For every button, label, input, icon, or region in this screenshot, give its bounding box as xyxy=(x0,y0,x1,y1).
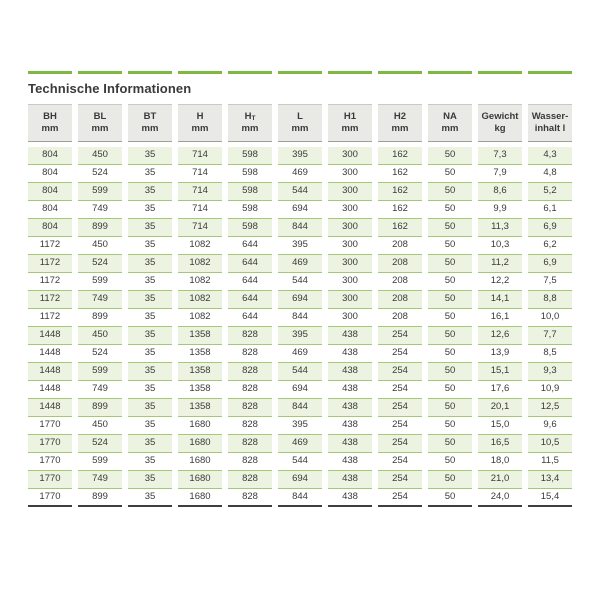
table-cell-h1: 438 xyxy=(328,399,372,417)
accent-segment xyxy=(128,71,172,74)
table-cell-ht: 644 xyxy=(228,255,272,273)
table-cell-l: 544 xyxy=(278,273,322,291)
table-cell-bh: 1448 xyxy=(28,381,72,399)
table-cell-na: 50 xyxy=(428,147,472,165)
table-cell-h1: 438 xyxy=(328,489,372,507)
table-cell-h1: 438 xyxy=(328,381,372,399)
accent-segment xyxy=(478,71,522,74)
header-cell-bt xyxy=(128,104,172,142)
table-cell-bh: 1770 xyxy=(28,471,72,489)
table-cell-h: 714 xyxy=(178,183,222,201)
table-cell-wasser: 7,5 xyxy=(528,273,572,291)
table-cell-ht: 828 xyxy=(228,345,272,363)
table-cell-bl: 450 xyxy=(78,237,122,255)
table-cell-h1: 300 xyxy=(328,165,372,183)
table-cell-wasser: 15,4 xyxy=(528,489,572,507)
header-unit: mm xyxy=(191,123,209,134)
table-cell-h2: 208 xyxy=(378,255,422,273)
table-cell-ht: 828 xyxy=(228,453,272,471)
table-cell-bh: 1172 xyxy=(28,309,72,327)
table-cell-gewicht: 20,1 xyxy=(478,399,522,417)
table-cell-ht: 828 xyxy=(228,471,272,489)
table-cell-wasser: 13,4 xyxy=(528,471,572,489)
table-cell-na: 50 xyxy=(428,273,472,291)
table-cell-bh: 1448 xyxy=(28,363,72,381)
table-title: Technische Informationen xyxy=(28,81,192,96)
table-cell-na: 50 xyxy=(428,255,472,273)
table-cell-bt: 35 xyxy=(128,255,172,273)
table-cell-bh: 1770 xyxy=(28,453,72,471)
table-cell-na: 50 xyxy=(428,291,472,309)
header-unit: mm xyxy=(141,123,159,134)
table-cell-bl: 524 xyxy=(78,255,122,273)
table-cell-l: 844 xyxy=(278,219,322,237)
table-cell-bl: 899 xyxy=(78,399,122,417)
table-cell-h: 1358 xyxy=(178,381,222,399)
table-cell-ht: 598 xyxy=(228,183,272,201)
table-cell-wasser: 9,6 xyxy=(528,417,572,435)
table-cell-ht: 644 xyxy=(228,309,272,327)
table-cell-wasser: 10,0 xyxy=(528,309,572,327)
table-cell-na: 50 xyxy=(428,327,472,345)
table-cell-h1: 300 xyxy=(328,219,372,237)
table-cell-h: 1358 xyxy=(178,363,222,381)
table-cell-gewicht: 17,6 xyxy=(478,381,522,399)
table-cell-bh: 804 xyxy=(28,147,72,165)
table-cell-gewicht: 10,3 xyxy=(478,237,522,255)
table-cell-bl: 524 xyxy=(78,435,122,453)
header-unit: mm xyxy=(341,123,359,134)
table-cell-wasser: 8,5 xyxy=(528,345,572,363)
table-cell-wasser: 7,7 xyxy=(528,327,572,345)
accent-segment xyxy=(178,71,222,74)
table-cell-gewicht: 14,1 xyxy=(478,291,522,309)
table-cell-bt: 35 xyxy=(128,453,172,471)
table-cell-bl: 749 xyxy=(78,381,122,399)
table-cell-na: 50 xyxy=(428,363,472,381)
header-cell-l xyxy=(278,104,322,142)
table-cell-ht: 644 xyxy=(228,291,272,309)
table-cell-bt: 35 xyxy=(128,165,172,183)
table-cell-bl: 899 xyxy=(78,489,122,507)
accent-segment xyxy=(278,71,322,74)
table-cell-h: 1082 xyxy=(178,309,222,327)
table-cell-gewicht: 24,0 xyxy=(478,489,522,507)
table-cell-h: 1082 xyxy=(178,273,222,291)
table-cell-gewicht: 21,0 xyxy=(478,471,522,489)
table-cell-ht: 598 xyxy=(228,201,272,219)
table-cell-wasser: 4,8 xyxy=(528,165,572,183)
table-cell-bl: 599 xyxy=(78,183,122,201)
table-cell-ht: 828 xyxy=(228,399,272,417)
table-cell-l: 469 xyxy=(278,255,322,273)
table-cell-ht: 828 xyxy=(228,381,272,399)
table-cell-wasser: 6,2 xyxy=(528,237,572,255)
table-cell-h1: 438 xyxy=(328,471,372,489)
table-cell-h2: 254 xyxy=(378,471,422,489)
header-cell-bh xyxy=(28,104,72,142)
table-cell-bt: 35 xyxy=(128,471,172,489)
table-cell-l: 844 xyxy=(278,309,322,327)
table-cell-bl: 450 xyxy=(78,147,122,165)
table-cell-bt: 35 xyxy=(128,219,172,237)
header-cell-h1 xyxy=(328,104,372,142)
table-cell-bl: 599 xyxy=(78,363,122,381)
table-cell-bt: 35 xyxy=(128,183,172,201)
table-cell-bh: 1770 xyxy=(28,417,72,435)
table-cell-h: 714 xyxy=(178,219,222,237)
table-cell-h2: 254 xyxy=(378,435,422,453)
table-cell-h2: 208 xyxy=(378,291,422,309)
table-cell-h: 1680 xyxy=(178,471,222,489)
table-cell-bh: 1172 xyxy=(28,273,72,291)
header-cell-na xyxy=(428,104,472,142)
table-cell-l: 395 xyxy=(278,327,322,345)
table-cell-l: 469 xyxy=(278,165,322,183)
table-cell-bh: 1770 xyxy=(28,489,72,507)
table-cell-h: 714 xyxy=(178,201,222,219)
table-cell-gewicht: 11,2 xyxy=(478,255,522,273)
table-cell-bh: 1448 xyxy=(28,345,72,363)
table-cell-h1: 300 xyxy=(328,255,372,273)
table-cell-bh: 1172 xyxy=(28,255,72,273)
table-cell-na: 50 xyxy=(428,381,472,399)
table-cell-h2: 162 xyxy=(378,201,422,219)
table-cell-h2: 208 xyxy=(378,273,422,291)
table-cell-bt: 35 xyxy=(128,327,172,345)
table-cell-gewicht: 9,9 xyxy=(478,201,522,219)
header-unit: mm xyxy=(41,123,59,134)
header-label: Gewicht xyxy=(481,111,519,122)
table-cell-h2: 162 xyxy=(378,165,422,183)
table-cell-bh: 1448 xyxy=(28,399,72,417)
header-label: Wasser- xyxy=(531,111,569,122)
table-cell-h1: 438 xyxy=(328,327,372,345)
table-cell-h1: 300 xyxy=(328,273,372,291)
table-cell-wasser: 4,3 xyxy=(528,147,572,165)
table-cell-na: 50 xyxy=(428,201,472,219)
table-cell-h1: 438 xyxy=(328,363,372,381)
table-cell-bh: 1172 xyxy=(28,237,72,255)
table-cell-bl: 450 xyxy=(78,327,122,345)
table-cell-wasser: 5,2 xyxy=(528,183,572,201)
table-header-row xyxy=(28,104,572,142)
accent-segment xyxy=(378,71,422,74)
table-cell-gewicht: 7,9 xyxy=(478,165,522,183)
table-cell-bl: 524 xyxy=(78,345,122,363)
header-label: BT xyxy=(143,111,157,122)
table-cell-bt: 35 xyxy=(128,345,172,363)
table-cell-gewicht: 8,6 xyxy=(478,183,522,201)
accent-segment xyxy=(428,71,472,74)
header-cell-gewicht xyxy=(478,104,522,142)
table-body xyxy=(28,147,572,507)
table-cell-bl: 599 xyxy=(78,453,122,471)
header-label: BH xyxy=(43,111,57,122)
header-label: L xyxy=(297,111,303,122)
table-cell-na: 50 xyxy=(428,345,472,363)
table-cell-l: 395 xyxy=(278,417,322,435)
table-cell-h2: 254 xyxy=(378,453,422,471)
accent-segment xyxy=(78,71,122,74)
header-cell-wasser xyxy=(528,104,572,142)
table-top-accent-line xyxy=(28,71,572,74)
accent-segment xyxy=(228,71,272,74)
table-cell-h2: 254 xyxy=(378,327,422,345)
table-cell-l: 844 xyxy=(278,399,322,417)
table-cell-h: 1358 xyxy=(178,327,222,345)
table-cell-h1: 300 xyxy=(328,309,372,327)
table-cell-h2: 162 xyxy=(378,183,422,201)
table-cell-ht: 828 xyxy=(228,363,272,381)
header-cell-bl xyxy=(78,104,122,142)
table-cell-wasser: 8,8 xyxy=(528,291,572,309)
header-label: BL xyxy=(93,111,107,122)
table-cell-l: 395 xyxy=(278,237,322,255)
table-cell-l: 469 xyxy=(278,435,322,453)
table-cell-h: 1082 xyxy=(178,255,222,273)
table-cell-wasser: 10,9 xyxy=(528,381,572,399)
table-cell-na: 50 xyxy=(428,183,472,201)
table-cell-bl: 749 xyxy=(78,471,122,489)
table-cell-bl: 524 xyxy=(78,165,122,183)
technical-data-sheet xyxy=(28,71,572,507)
table-cell-bl: 450 xyxy=(78,417,122,435)
table-cell-gewicht: 12,2 xyxy=(478,273,522,291)
table-cell-h: 1358 xyxy=(178,399,222,417)
table-cell-bt: 35 xyxy=(128,273,172,291)
table-cell-na: 50 xyxy=(428,471,472,489)
table-cell-h2: 162 xyxy=(378,219,422,237)
header-unit: mm xyxy=(241,123,259,134)
table-cell-bt: 35 xyxy=(128,417,172,435)
table-cell-ht: 598 xyxy=(228,219,272,237)
table-cell-h2: 254 xyxy=(378,399,422,417)
table-cell-bt: 35 xyxy=(128,309,172,327)
table-cell-h1: 438 xyxy=(328,453,372,471)
table-cell-na: 50 xyxy=(428,399,472,417)
table-cell-l: 694 xyxy=(278,291,322,309)
table-cell-ht: 644 xyxy=(228,237,272,255)
header-cell-h xyxy=(178,104,222,142)
accent-segment xyxy=(528,71,572,74)
table-cell-h: 1680 xyxy=(178,453,222,471)
table-cell-bh: 1770 xyxy=(28,435,72,453)
table-cell-bt: 35 xyxy=(128,399,172,417)
table-cell-l: 544 xyxy=(278,453,322,471)
table-cell-bt: 35 xyxy=(128,147,172,165)
table-cell-h: 1680 xyxy=(178,435,222,453)
table-cell-h2: 254 xyxy=(378,489,422,507)
accent-segment xyxy=(328,71,372,74)
table-cell-gewicht: 15,0 xyxy=(478,417,522,435)
table-cell-gewicht: 12,6 xyxy=(478,327,522,345)
table-cell-wasser: 6,9 xyxy=(528,255,572,273)
table-cell-wasser: 9,3 xyxy=(528,363,572,381)
table-cell-h2: 208 xyxy=(378,237,422,255)
table-cell-h: 714 xyxy=(178,165,222,183)
table-cell-h2: 208 xyxy=(378,309,422,327)
table-cell-gewicht: 16,5 xyxy=(478,435,522,453)
table-cell-bh: 1172 xyxy=(28,291,72,309)
table-cell-h: 1082 xyxy=(178,237,222,255)
table-cell-l: 395 xyxy=(278,147,322,165)
header-unit: mm xyxy=(291,123,309,134)
table-cell-bt: 35 xyxy=(128,363,172,381)
table-cell-na: 50 xyxy=(428,417,472,435)
header-unit: kg xyxy=(494,123,506,134)
header-label: $H_T$ xyxy=(244,111,256,122)
table-cell-na: 50 xyxy=(428,435,472,453)
table-cell-h1: 438 xyxy=(328,417,372,435)
table-cell-bl: 749 xyxy=(78,291,122,309)
table-cell-na: 50 xyxy=(428,309,472,327)
table-cell-bl: 899 xyxy=(78,219,122,237)
header-cell-ht xyxy=(228,104,272,142)
table-cell-wasser: 12,5 xyxy=(528,399,572,417)
table-cell-ht: 828 xyxy=(228,327,272,345)
table-cell-h: 714 xyxy=(178,147,222,165)
table-cell-h2: 162 xyxy=(378,147,422,165)
table-cell-bl: 749 xyxy=(78,201,122,219)
table-cell-h1: 300 xyxy=(328,237,372,255)
table-cell-gewicht: 11,3 xyxy=(478,219,522,237)
accent-segment xyxy=(28,71,72,74)
table-cell-gewicht: 15,1 xyxy=(478,363,522,381)
table-cell-na: 50 xyxy=(428,219,472,237)
table-cell-wasser: 6,9 xyxy=(528,219,572,237)
table-cell-h1: 300 xyxy=(328,201,372,219)
table-cell-ht: 828 xyxy=(228,489,272,507)
header-label: H1 xyxy=(343,111,357,122)
table-cell-h: 1082 xyxy=(178,291,222,309)
header-label: H xyxy=(196,111,204,122)
table-cell-bh: 804 xyxy=(28,165,72,183)
table-cell-bt: 35 xyxy=(128,435,172,453)
header-label: H2 xyxy=(393,111,407,122)
table-cell-ht: 598 xyxy=(228,165,272,183)
table-cell-h: 1680 xyxy=(178,417,222,435)
table-cell-na: 50 xyxy=(428,489,472,507)
header-unit: inhalt l xyxy=(534,123,566,134)
table-cell-l: 694 xyxy=(278,381,322,399)
table-cell-bh: 804 xyxy=(28,201,72,219)
table-cell-bh: 804 xyxy=(28,219,72,237)
table-cell-bh: 804 xyxy=(28,183,72,201)
header-label: NA xyxy=(443,111,457,122)
table-cell-l: 544 xyxy=(278,183,322,201)
table-cell-bl: 599 xyxy=(78,273,122,291)
table-cell-wasser: 6,1 xyxy=(528,201,572,219)
header-cell-h2 xyxy=(378,104,422,142)
table-cell-h: 1680 xyxy=(178,489,222,507)
table-cell-bh: 1448 xyxy=(28,327,72,345)
table-cell-na: 50 xyxy=(428,453,472,471)
table-cell-ht: 828 xyxy=(228,435,272,453)
table-cell-ht: 598 xyxy=(228,147,272,165)
table-cell-bt: 35 xyxy=(128,237,172,255)
table-cell-l: 844 xyxy=(278,489,322,507)
table-cell-bt: 35 xyxy=(128,201,172,219)
table-cell-h2: 254 xyxy=(378,381,422,399)
table-cell-na: 50 xyxy=(428,237,472,255)
table-cell-wasser: 11,5 xyxy=(528,453,572,471)
table-cell-bl: 899 xyxy=(78,309,122,327)
table-cell-gewicht: 7,3 xyxy=(478,147,522,165)
table-cell-bt: 35 xyxy=(128,489,172,507)
table-cell-l: 469 xyxy=(278,345,322,363)
table-cell-h2: 254 xyxy=(378,417,422,435)
table-cell-h2: 254 xyxy=(378,345,422,363)
table-cell-h1: 300 xyxy=(328,291,372,309)
table-cell-h1: 300 xyxy=(328,147,372,165)
table-cell-h1: 300 xyxy=(328,183,372,201)
table-cell-gewicht: 16,1 xyxy=(478,309,522,327)
table-cell-h1: 438 xyxy=(328,345,372,363)
table-cell-l: 694 xyxy=(278,471,322,489)
table-cell-ht: 644 xyxy=(228,273,272,291)
header-unit: mm xyxy=(441,123,459,134)
table-cell-gewicht: 13,9 xyxy=(478,345,522,363)
table-cell-h2: 254 xyxy=(378,363,422,381)
table-cell-bt: 35 xyxy=(128,381,172,399)
table-cell-l: 544 xyxy=(278,363,322,381)
table-cell-gewicht: 18,0 xyxy=(478,453,522,471)
table-cell-l: 694 xyxy=(278,201,322,219)
table-cell-ht: 828 xyxy=(228,417,272,435)
header-unit: mm xyxy=(91,123,109,134)
table-cell-wasser: 10,5 xyxy=(528,435,572,453)
header-unit: mm xyxy=(391,123,409,134)
table-cell-na: 50 xyxy=(428,165,472,183)
table-cell-h1: 438 xyxy=(328,435,372,453)
table-cell-h: 1358 xyxy=(178,345,222,363)
table-cell-bt: 35 xyxy=(128,291,172,309)
